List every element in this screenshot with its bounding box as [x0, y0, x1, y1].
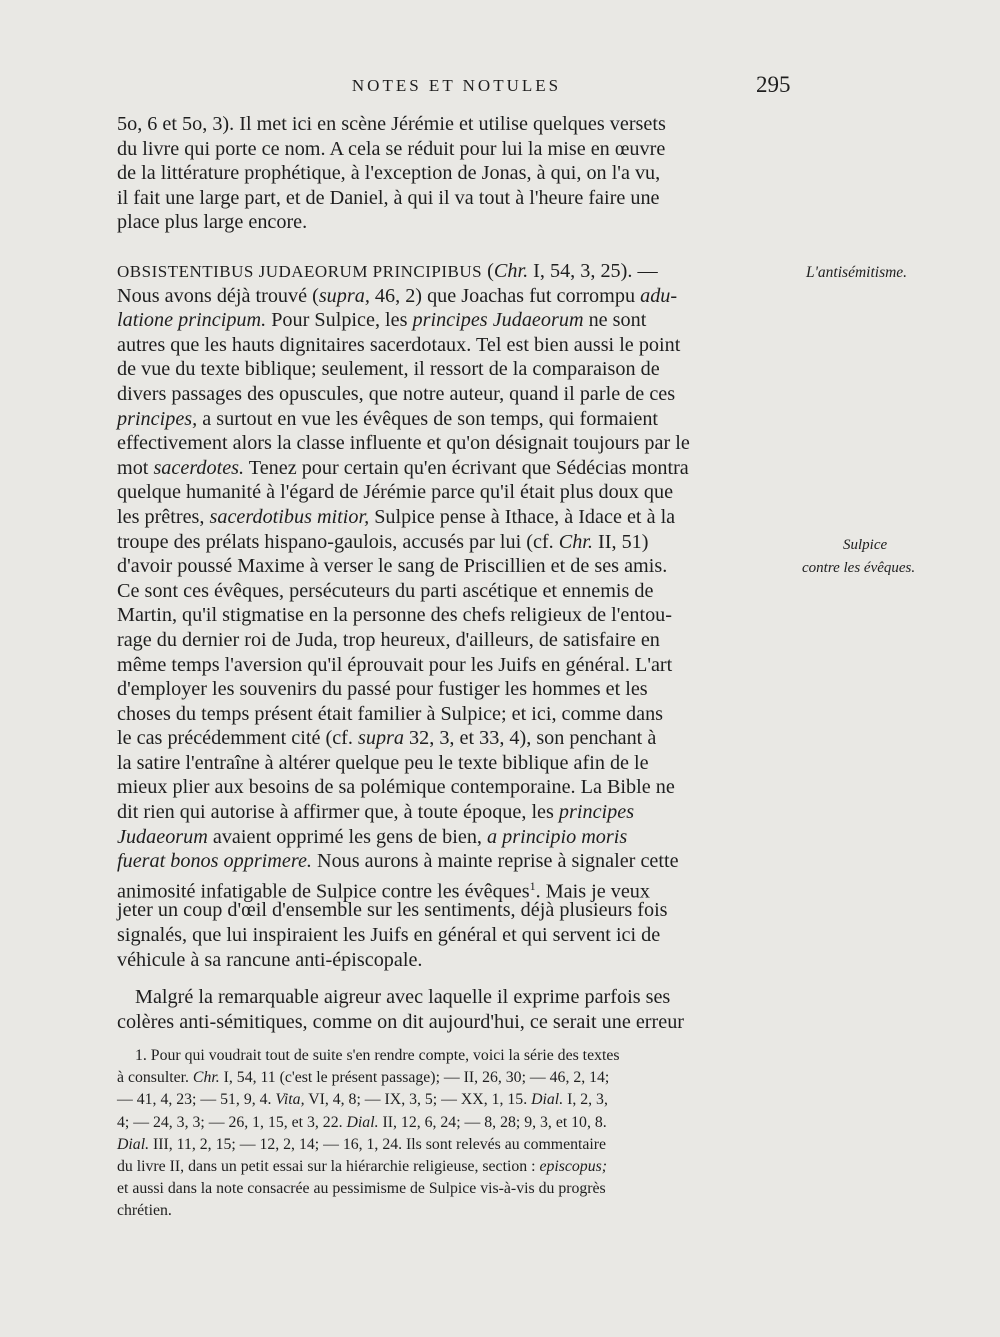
footnote-marker: 1: [529, 878, 536, 893]
running-head: [0, 72, 1000, 102]
text-line: [117, 849, 797, 874]
text-line: [117, 308, 797, 333]
text-italic: Dial.: [346, 1113, 379, 1131]
footnote-line: et aussi dans la note consacrée au pessimisme de Sulpice vis-à-vis du progrès: [117, 1180, 606, 1198]
text-run: II, 51): [592, 530, 649, 553]
text-line: il fait une large part, et de Daniel, à qui il va tout à l'heure faire une: [117, 186, 660, 209]
running-title: NOTES ET NOTULES: [351, 76, 562, 95]
text-italic: supra,: [318, 284, 370, 307]
text-line: du livre qui porte ce nom. A cela se réduit pour lui la mise en œuvre: [117, 137, 666, 160]
text-run: ne sont: [583, 309, 647, 332]
text-italic: Judaeorum: [117, 825, 208, 848]
text-line: [117, 407, 797, 432]
text-run: 4; — 24, 3, 3; — 26, 1, 15, et 3, 22.: [117, 1113, 347, 1131]
margin-note-sulpice: Sulpice: [843, 537, 888, 553]
text-line: même temps l'aversion qu'il éprouvait pour les Juifs en général. L'art: [117, 653, 673, 676]
text-run: . Mais je veux: [535, 880, 650, 903]
text-run: du livre II, dans un petit essai sur la hiérarchie religieuse, section :: [117, 1157, 540, 1175]
text-line: [117, 530, 797, 555]
text-line: mieux plier aux besoins de sa polémique contemporaine. La Bible ne: [117, 776, 675, 799]
text-run: troupe des prélats hispano-gaulois, accusés par lui (cf.: [117, 530, 559, 553]
text-italic: Chr.: [192, 1069, 220, 1087]
text-italic: sacerdotibus mitior,: [209, 505, 370, 528]
text-run: les prêtres,: [117, 505, 210, 528]
text-line: place plus large encore.: [117, 211, 308, 234]
text-run: 32, 3, et 33, 4), son penchant à: [404, 727, 657, 750]
text-run: avaient opprimé les gens de bien,: [207, 825, 488, 848]
heading-ref-italic: Chr.: [493, 260, 529, 282]
text-line: [117, 284, 797, 309]
text-line: Malgré la remarquable aigreur avec laquelle il exprime parfois ses: [135, 986, 671, 1008]
section-heading: OBSISTENTIBUS JUDAEORUM PRINCIPIBUS: [117, 262, 483, 281]
text-italic: Dial.: [117, 1135, 150, 1153]
text-line: [117, 825, 797, 850]
section-obsistentibus: [117, 259, 797, 972]
paragraph-continuation: [117, 112, 797, 235]
text-line: colères anti-sémitiques, comme on dit aujourd'hui, ce serait une erreur: [117, 1010, 685, 1033]
text-italic: principes: [558, 801, 635, 824]
text-run: Sulpice pense à Ithace, à Idace et à la: [369, 505, 676, 528]
text-line: [117, 505, 797, 530]
text-line: [117, 874, 797, 903]
text-italic: a principio moris: [487, 825, 628, 848]
text-run: animosité infatigable de Sulpice contre les évêques: [117, 880, 530, 903]
text-run: — 41, 4, 23; — 51, 9, 4.: [117, 1091, 276, 1109]
text-line: [117, 456, 797, 481]
text-italic: latione principum.: [117, 309, 267, 332]
text-italic: Dial.: [531, 1091, 564, 1109]
margin-note-contre-les-eveques: contre les évêques.: [802, 560, 916, 576]
text-line: divers passages des opuscules, que notre auteur, quand il parle de ces: [117, 382, 676, 405]
text-line: d'employer les souvenirs du passé pour fustiger les hommes et les: [117, 678, 648, 701]
text-line: rage du dernier roi de Juda, trop heureux, d'ailleurs, de satisfaire en: [117, 628, 660, 651]
text-run: Nous avons déjà trouvé (: [117, 284, 319, 307]
text-run: a surtout en vue les évêques de son temps, qui formaient: [197, 407, 659, 430]
text-line: [117, 800, 797, 825]
text-line: signalés, que lui inspiraient les Juifs en général et qui servent ici de: [117, 924, 661, 947]
text-line: autres que les hauts dignitaires sacerdotaux. Tel est bien aussi le point: [117, 333, 681, 356]
text-italic: Chr.: [558, 530, 593, 553]
text-italic: fuerat bonos opprimere.: [117, 850, 312, 873]
heading-ref-rest: I, 54, 3, 25). —: [528, 260, 658, 282]
text-line: jeter un coup d'œil d'ensemble sur les sentiments, déjà plusieurs fois: [117, 899, 668, 922]
margin-note-antisemitisme: L'antisémitisme.: [806, 264, 908, 281]
footnote-line: 1. Pour qui voudrait tout de suite s'en rendre compte, voici la série des textes: [135, 1047, 620, 1064]
text-line: effectivement alors la classe influente et qu'on désignait toujours par le: [117, 432, 690, 455]
text-italic: principes Judaeorum: [412, 309, 584, 332]
footnote-line: [117, 1156, 797, 1178]
text-run: Tenez pour certain qu'en écrivant que Sédécias montra: [244, 456, 689, 479]
footnote-line: [117, 1112, 797, 1134]
text-italic: supra: [358, 727, 404, 750]
text-line: quelque humanité à l'égard de Jérémie parce qu'il était plus doux que: [117, 481, 674, 504]
text-line: la satire l'entraîne à altérer quelque peu le texte biblique afin de le: [117, 751, 649, 774]
footnote: [117, 1045, 797, 1223]
text-line: de la littérature prophétique, à l'exception de Jonas, à qui, on l'a vu,: [117, 162, 661, 185]
text-run: II, 12, 6, 24; — 8, 28; 9, 3, et 10, 8.: [378, 1113, 607, 1131]
text-run: à consulter.: [117, 1069, 193, 1087]
text-run: III, 11, 2, 15; — 12, 2, 14; — 16, 1, 24. Ils sont relevés au commentaire: [149, 1135, 607, 1153]
section-heading-line: [117, 259, 797, 284]
text-run: mot: [117, 456, 154, 479]
paragraph-malgre: [117, 985, 797, 1034]
text-italic: sacerdotes.: [153, 456, 245, 479]
page-number: 295: [756, 72, 791, 97]
text-italic: Vita,: [275, 1091, 305, 1109]
text-run: I, 2, 3,: [563, 1091, 608, 1109]
text-line: Martin, qu'il stigmatise en la personne des chefs religieux de l'entou-: [117, 604, 672, 627]
text-italic: episcopus;: [539, 1157, 607, 1175]
text-run: 46, 2) que Joachas fut corrompu: [369, 284, 641, 307]
heading-ref-open: (: [482, 260, 494, 282]
footnote-line: [117, 1089, 797, 1111]
text-run: VI, 4, 8; — IX, 3, 5; — XX, 1, 15.: [304, 1091, 532, 1109]
text-line: de vue du texte biblique; seulement, il ressort de la comparaison de: [117, 358, 660, 381]
text-line: [117, 726, 797, 751]
text-line: choses du temps présent était familier à Sulpice; et ici, comme dans: [117, 702, 664, 725]
text-italic: principes,: [117, 407, 198, 430]
text-line: Ce sont ces évêques, persécuteurs du parti ascétique et ennemis de: [117, 579, 654, 602]
text-run: Nous aurons à mainte reprise à signaler cette: [311, 850, 679, 873]
text-run: Pour Sulpice, les: [266, 309, 413, 332]
text-run: dit rien qui autorise à affirmer que, à toute époque, les: [117, 801, 559, 824]
text-line: d'avoir poussé Maxime à verser le sang de Priscillien et de ses amis.: [117, 555, 668, 578]
footnote-line: chrétien.: [117, 1202, 172, 1220]
text-run: le cas précédemment cité (cf.: [117, 727, 358, 750]
text-run: I, 54, 11 (c'est le présent passage); — II, 26, 30; — 46, 2, 14;: [219, 1069, 610, 1087]
text-italic: adu-: [640, 284, 678, 307]
footnote-line: [117, 1067, 797, 1089]
text-line: 5o, 6 et 5o, 3). Il met ici en scène Jérémie et utilise quelques versets: [117, 113, 666, 135]
footnote-line: [117, 1134, 797, 1156]
text-line: véhicule à sa rancune anti-épiscopale.: [117, 948, 423, 971]
